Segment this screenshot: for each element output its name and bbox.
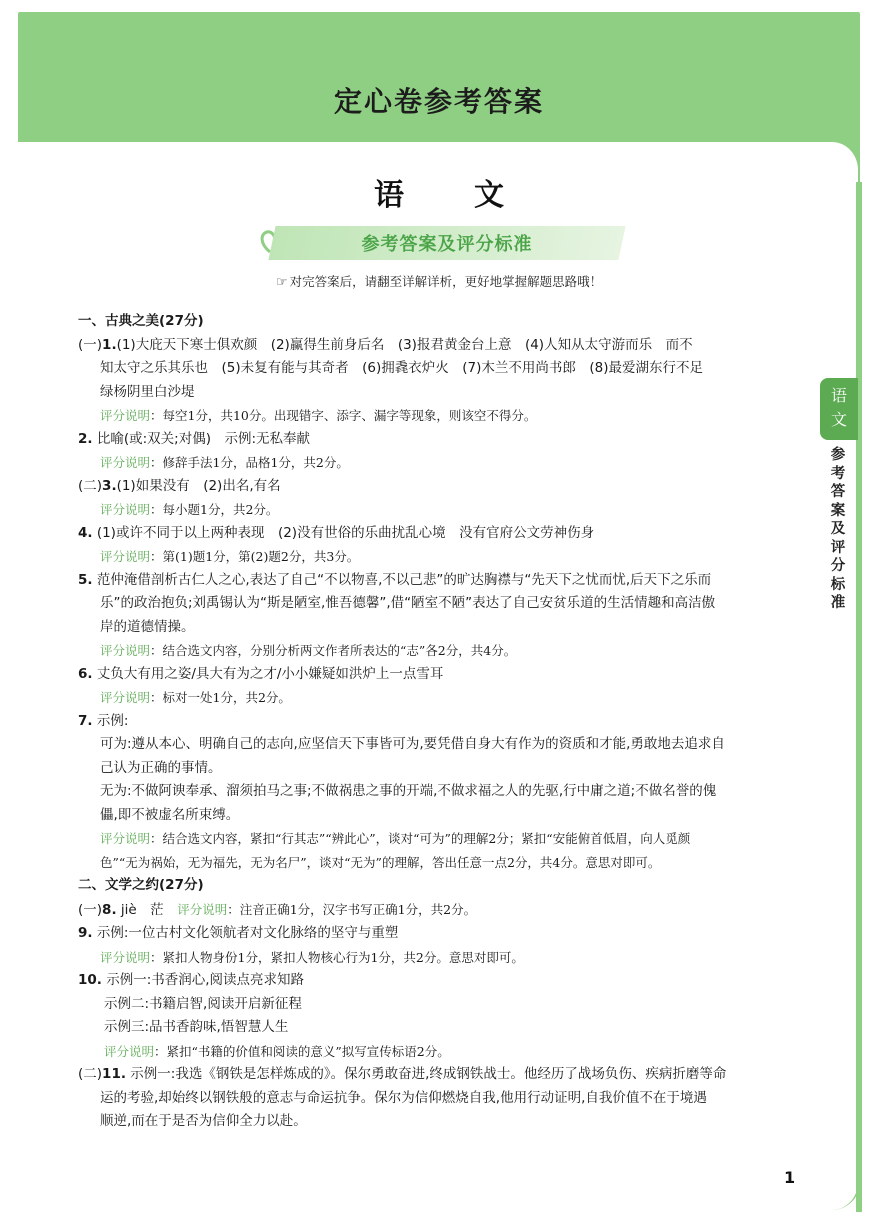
section-heading: 二、文学之约(27分)	[78, 877, 204, 893]
scoring-note: 评分说明：紧扣人物身份1分，紧扣人物核心行为1分，共2分。意思对即可。	[100, 949, 524, 965]
answer-line: 运的考验,却始终以钢铁般的意志与命运抗争。保尔为信仰燃烧自我,他用行动证明,自我价值不在于境遇	[100, 1089, 707, 1106]
banner-title: 参考答案及评分标准	[361, 234, 533, 255]
answer-line: 无为:不做阿谀奉承、溜须拍马之事;不做祸患之事的开端,不做求福之人的先驱,行中庸之道;不做名誉的傀	[100, 783, 717, 799]
answer-line: 绿杨阴里白沙堤	[100, 383, 195, 400]
scoring-note: 评分说明：每空1分，共10分。出现错字、添字、漏字等现象，则该空不得分。	[100, 408, 537, 423]
tab-char-bottom: 文	[830, 410, 847, 429]
answer-line: 顺逆,而在于是否为信仰全力以赴。	[100, 1113, 307, 1129]
side-char: 答	[830, 484, 846, 500]
subject-title: 语文	[374, 178, 574, 213]
side-char: 参	[830, 447, 846, 463]
pointing-hand-icon: ☞	[275, 275, 288, 290]
section-heading: 一、古典之美(27分)	[78, 313, 204, 329]
side-char: 评	[830, 539, 846, 556]
scoring-note: 评分说明：修辞手法1分，品格1分，共2分。	[100, 455, 349, 470]
side-char: 分	[830, 558, 846, 574]
scoring-note: 评分说明：标对一处1分，共2分。	[100, 690, 291, 705]
answer-line: 示例二:书籍启智,阅读开启新征程	[104, 995, 302, 1012]
answer-line: 7. 示例:	[78, 712, 129, 729]
scoring-note: 评分说明：每小题1分，共2分。	[100, 502, 279, 517]
answer-line: 10. 示例一:书香润心,阅读点亮求知路	[78, 972, 305, 988]
answer-line: 6. 丈负大有用之姿/具大有为之才/小小嫌疑如洪炉上一点雪耳	[78, 665, 444, 682]
scoring-note: 评分说明：紧扣“书籍的价值和阅读的意义”拟写宣传标语2分。	[104, 1043, 450, 1059]
tip-line	[18, 272, 860, 290]
answer-line: (二)11. 示例一:我选《钢铁是怎样炼成的》。保尔勇敢奋进,终成钢铁战士。他经历了战场负伤、疾病折磨等命	[78, 1066, 727, 1082]
answer-body	[78, 310, 808, 1134]
side-char: 及	[830, 521, 846, 537]
answer-line: 可为:遵从本心、明确自己的志向,应坚信天下事皆可为,要凭借自身大有作为的资质和才能,勇敢地去追求自	[100, 736, 725, 752]
scoring-note: 评分说明：结合选文内容，紧扣“行其志”“辨此心”，谈对“可为”的理解2分；紧扣“安能俯首低眉，向人觅颜	[100, 831, 691, 846]
right-strip	[856, 182, 862, 1212]
answer-line: 4. (1)或许不同于以上两种表现 (2)没有世俗的乐曲扰乱心境 没有官府公文劳神伤身	[78, 524, 595, 541]
main-title: 定心卷参考答案	[333, 85, 544, 118]
answer-line: 儡,即不被虚名所束缚。	[100, 806, 240, 823]
answer-line: (一)1.(1)大庇天下寒士俱欢颜 (2)赢得生前身后名 (3)报君黄金台上意 (4)人知从太守游而乐 而不	[78, 336, 693, 353]
answer-line: 知太守之乐其乐也 (5)未复有能与其奇者 (6)拥毳衣炉火 (7)木兰不用尚书郎 (8)最爱湖东行不足	[100, 360, 703, 376]
side-char: 标	[830, 576, 846, 593]
page-number: 1	[784, 1168, 796, 1187]
answer-line: 5. 范仲淹借剖析古仁人之心,表达了自己“不以物喜,不以己悲”的旷达胸襟与“先天下之忧而忧,后天下之乐而	[78, 571, 712, 588]
scoring-note: 评分说明：结合选文内容，分别分析两文作者所表达的“志”各2分，共4分。	[100, 643, 517, 658]
answer-line: 己认为正确的事情。	[100, 759, 222, 776]
scoring-note: 评分说明：第(1)题1分，第(2)题2分，共3分。	[100, 549, 360, 564]
answer-line: 示例三:品书香韵味,悟智慧人生	[104, 1019, 289, 1035]
scoring-note: 色”“无为祸始，无为福先，无为名尸”，谈对“无为”的理解，答出任意一点2分，共4分。意思对即可。	[100, 854, 661, 870]
side-char: 案	[830, 502, 846, 519]
tab-char-top: 语	[830, 386, 847, 405]
answer-line: 岸的道德情操。	[100, 618, 195, 635]
side-vertical-label	[826, 446, 850, 613]
subject-tab	[820, 378, 858, 440]
answer-line: (二)3.(1)如果没有 (2)出名,有名	[78, 477, 281, 494]
side-char: 准	[830, 595, 846, 611]
answer-line: 乐”的政治抱负;刘禹锡认为“斯是陋室,惟吾德馨”,借“陋室不陋”表达了自己安贫乐道的生活情趣和高洁傲	[100, 595, 716, 611]
answer-line: 9. 示例:一位古村文化领航者对文化脉络的坚守与重塑	[78, 925, 399, 941]
answer-line: 2. 比喻(或:双关;对偶) 示例:无私奉献	[78, 430, 311, 447]
answer-line: (一)8. jiè 茫 评分说明：注音正确1分，汉字书写正确1分，共2分。	[78, 901, 477, 918]
side-char: 考	[830, 465, 846, 482]
tip-text: 对完答案后，请翻至详解详析，更好地掌握解题思路哦！	[289, 274, 603, 289]
